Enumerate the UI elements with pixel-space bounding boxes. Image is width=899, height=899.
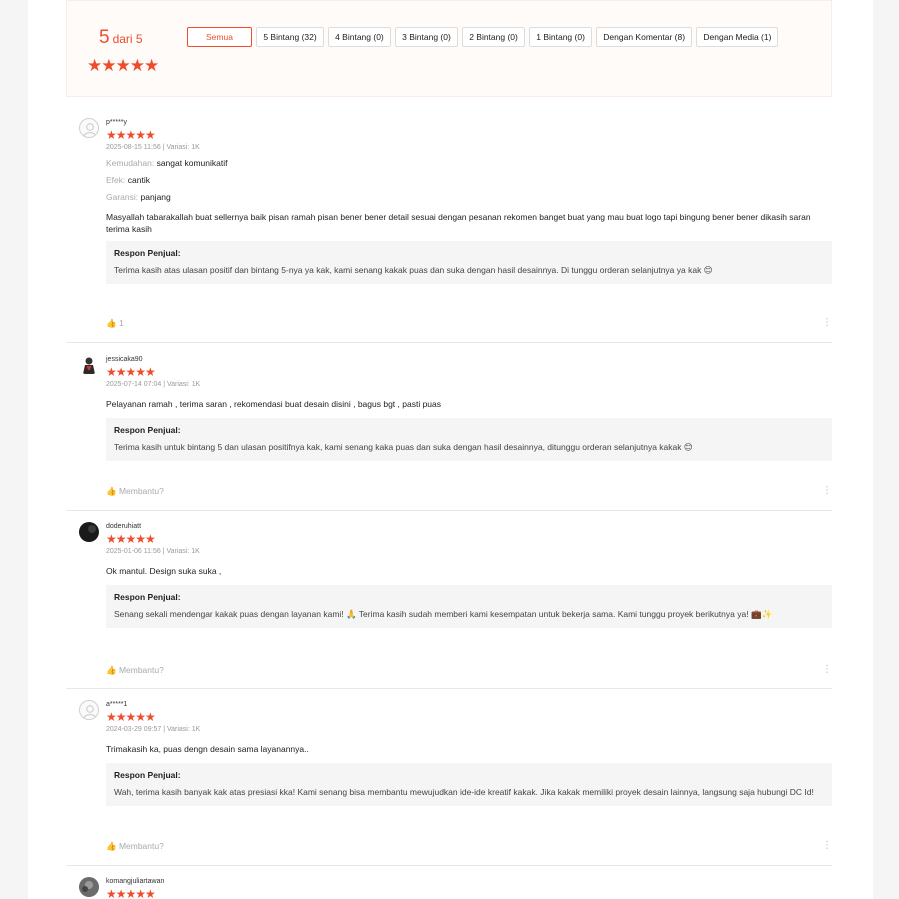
review-meta: 2024-03-29 09:57 | Variasi: 1K	[106, 726, 201, 733]
review-stars-icon: ★★★★★	[106, 887, 155, 899]
avatar-icon	[79, 522, 99, 542]
seller-response-title: Respon Penjual:	[114, 592, 181, 602]
review-item	[66, 118, 832, 343]
helpful-button[interactable]: 👍 1	[106, 318, 124, 328]
seller-response-text: Terima kasih atas ulasan positif dan bintang 5-nya ya kak, kami senang kakak puas dan suka dengan hasil desainnya. Di tunggu orderan selanjutnya ya kak 😊	[114, 265, 713, 275]
filter-all[interactable]: Semua	[187, 27, 252, 47]
seller-response-text: Senang sekali mendengar kakak puas dengan layanan kami! 🙏 Terima kasih sudah memberi kami kesempatan untuk bekerja sama. Kami tunggu proyek berikutnya ya! 💼✨	[114, 609, 773, 619]
review-comment: Pelayanan ramah , terima saran , rekomendasi buat desain disini , bagus bgt , pasti puas	[106, 399, 441, 409]
review-stars-icon: ★★★★★	[106, 365, 155, 379]
seller-response-title: Respon Penjual:	[114, 770, 181, 780]
more-options-icon[interactable]: ⋮	[822, 840, 832, 851]
review-stars-icon: ★★★★★	[106, 128, 155, 142]
filter-with-media[interactable]: Dengan Media (1)	[696, 27, 778, 47]
overall-stars-icon: ★★★★★	[87, 56, 159, 75]
reviewer-name: p*****y	[106, 119, 128, 126]
filter-with-comment[interactable]: Dengan Komentar (8)	[596, 27, 692, 47]
seller-response	[106, 418, 832, 461]
attribute-value: sangat komunikatif	[156, 158, 228, 168]
avatar-icon	[79, 877, 99, 897]
seller-response	[106, 763, 832, 806]
seller-response-title: Respon Penjual:	[114, 248, 181, 258]
reviewer-name: komangjuliartawan	[106, 878, 165, 885]
review-attribute	[106, 158, 828, 169]
review-item	[66, 522, 832, 689]
filter-3-star[interactable]: 3 Bintang (0)	[395, 27, 458, 47]
avatar-icon	[79, 355, 99, 375]
review-comment: Ok mantul. Design suka suka ,	[106, 566, 222, 576]
attribute-key: Kemudahan:	[106, 158, 155, 168]
rating-summary	[66, 0, 832, 97]
avatar-placeholder-icon	[79, 700, 99, 720]
rating-filters	[187, 27, 827, 54]
review-stars-icon: ★★★★★	[106, 710, 155, 724]
review-item	[66, 877, 832, 899]
filter-1-star[interactable]: 1 Bintang (0)	[529, 27, 592, 47]
seller-response-text: Wah, terima kasih banyak kak atas presiasi kka! Kami senang bisa membantu mewujudkan ide-ide kreatif kakak. Jika kakak memiliki proyek desain lainnya, langsung saja hubungi DC Id!	[114, 787, 814, 797]
reviewer-name: jessicaka90	[106, 356, 143, 363]
review-stars-icon: ★★★★★	[106, 532, 155, 546]
filter-5-star[interactable]: 5 Bintang (32)	[256, 27, 323, 47]
more-options-icon[interactable]: ⋮	[822, 664, 832, 675]
score-value: 5	[99, 27, 110, 48]
helpful-button[interactable]: 👍 Membantu?	[106, 841, 164, 851]
review-item	[66, 700, 832, 866]
ratings-panel	[28, 0, 873, 899]
review-comment: Trimakasih ka, puas dengn desain sama layanannya..	[106, 744, 309, 754]
review-meta: 2025-01-06 11:56 | Variasi: 1K	[106, 548, 200, 555]
avatar-placeholder-icon	[79, 118, 99, 138]
review-meta: 2025-07-14 07:04 | Variasi: 1K	[106, 381, 201, 388]
attribute-value: panjang	[140, 192, 171, 202]
score-suffix: dari 5	[112, 32, 143, 46]
attribute-key: Efek:	[106, 175, 126, 185]
helpful-button[interactable]: 👍 Membantu?	[106, 486, 164, 496]
more-options-icon[interactable]: ⋮	[822, 485, 832, 496]
filter-2-star[interactable]: 2 Bintang (0)	[462, 27, 525, 47]
filter-4-star[interactable]: 4 Bintang (0)	[328, 27, 391, 47]
review-attribute	[106, 175, 828, 186]
review-item	[66, 355, 832, 511]
overall-score	[99, 27, 143, 49]
attribute-key: Garansi:	[106, 192, 139, 202]
more-options-icon[interactable]: ⋮	[822, 317, 832, 328]
seller-response	[106, 585, 832, 628]
review-meta: 2025-08-15 11:56 | Variasi: 1K	[106, 144, 200, 151]
review-attribute	[106, 192, 828, 203]
seller-response-title: Respon Penjual:	[114, 425, 181, 435]
attribute-value: cantik	[127, 175, 150, 185]
reviewer-name: a*****1	[106, 701, 128, 708]
helpful-button[interactable]: 👍 Membantu?	[106, 665, 164, 675]
seller-response	[106, 241, 832, 284]
review-comment: Masyallah tabarakallah buat sellernya baik pisan ramah pisan bener bener detail sesuai dengan pesanan rekomen banget buat yang mau buat logo tapi bingung bener bener dikasih saran terima kasih	[106, 212, 811, 234]
reviewer-name: doderuhiatt	[106, 523, 142, 530]
seller-response-text: Terima kasih untuk bintang 5 dan ulasan positifnya kak, kami senang kaka puas dan suka dengan hasil desainnya, ditunggu orderan selanjutnya kakak 😊	[114, 442, 693, 452]
